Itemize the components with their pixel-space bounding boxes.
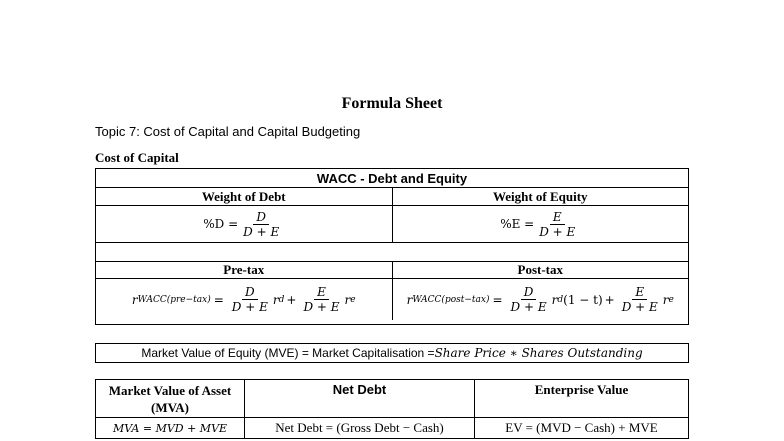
posttax-plus: +: [604, 292, 615, 307]
weights-formula-row: [96, 206, 688, 243]
equity-lhs: %E =: [500, 217, 535, 231]
mve-box: [95, 343, 689, 363]
posttax-formula: [392, 279, 689, 320]
ev-header: Enterprise Value: [474, 380, 688, 417]
topic-heading: Topic 7: Cost of Capital and Capital Budgeting: [95, 124, 361, 139]
pretax-frac-d-den: D + E: [231, 300, 268, 314]
equity-den: D + E: [539, 224, 576, 239]
pretax-frac-e-den: D + E: [303, 300, 340, 314]
mve-formula: Share Price ∗ Shares Outstanding: [434, 346, 643, 360]
net-debt-formula: Net Debt = (Gross Debt − Cash): [244, 418, 474, 438]
pretax-rd: r: [272, 292, 279, 307]
weight-debt-formula: [96, 206, 392, 242]
pretax-sub: WACC(pre−tax): [137, 294, 211, 305]
pretax-frac-e-num: E: [314, 285, 329, 300]
posttax-frac-e-den: D + E: [621, 300, 658, 314]
net-debt-header: Net Debt: [244, 380, 474, 417]
value-formula-row: [96, 418, 688, 438]
weights-label-row: [96, 188, 688, 206]
posttax-frac-d-den: D + E: [510, 300, 547, 314]
section-heading: Cost of Capital: [95, 150, 179, 165]
posttax-frac-e: [619, 285, 661, 314]
pretax-frac-d: [229, 285, 271, 314]
pretax-formula: [96, 279, 392, 320]
debt-num: D: [253, 210, 269, 225]
mve-cell: [96, 344, 688, 362]
weight-equity-formula: [392, 206, 689, 242]
equity-num: E: [550, 210, 565, 225]
posttax-r: r: [406, 292, 413, 307]
weight-debt-label: Weight of Debt: [201, 188, 286, 204]
pretax-label: Pre-tax: [223, 262, 265, 277]
pretax-re-sub: e: [350, 294, 356, 305]
weight-equity-label: Weight of Equity: [392, 188, 689, 205]
pretax-plus: +: [286, 292, 297, 307]
posttax-sub: WACC(post−tax): [412, 294, 490, 305]
spacer-row: [96, 243, 688, 262]
pretax-re: r: [344, 292, 351, 307]
spacer-cell: [96, 243, 688, 261]
posttax-rd: r: [551, 292, 558, 307]
page-title: Formula Sheet: [341, 95, 443, 112]
pretax-frac-e: [300, 285, 342, 314]
equity-fraction: [536, 210, 578, 239]
pretax-r: r: [131, 292, 138, 307]
pretax-frac-d-num: D: [242, 285, 258, 300]
wacc-formula-row: [96, 279, 688, 320]
mve-text: Market Value of Equity (MVE) = Market Capitalisation =: [141, 346, 435, 360]
posttax-frac-e-num: E: [632, 285, 647, 300]
debt-fraction: [240, 210, 282, 239]
tax-label-row: [96, 262, 688, 279]
posttax-eq: =: [492, 292, 503, 307]
posttax-frac-d-num: D: [521, 285, 537, 300]
posttax-rd-sub: d: [557, 294, 564, 305]
mva-formula: MVA = MVD + MVE: [112, 421, 228, 435]
value-header-row: [96, 380, 688, 418]
posttax-re-sub: e: [668, 294, 674, 305]
posttax-label: Post-tax: [392, 262, 689, 278]
value-table: [95, 379, 689, 439]
pretax-eq: =: [213, 292, 224, 307]
mve-row: [96, 344, 688, 362]
ev-formula: EV = (MVD − Cash) + MVE: [474, 418, 688, 438]
posttax-one-minus-t: (1 − t): [563, 292, 603, 307]
wacc-header: WACC - Debt and Equity: [316, 170, 468, 186]
posttax-frac-d: [508, 285, 550, 314]
debt-den: D + E: [243, 224, 280, 239]
posttax-re: r: [662, 292, 669, 307]
pretax-rd-sub: d: [278, 294, 285, 305]
mva-header: Market Value of Asset (MVA): [108, 382, 232, 415]
debt-lhs: %D =: [203, 217, 239, 231]
wacc-header-row: [96, 169, 688, 188]
wacc-box: [95, 168, 689, 325]
